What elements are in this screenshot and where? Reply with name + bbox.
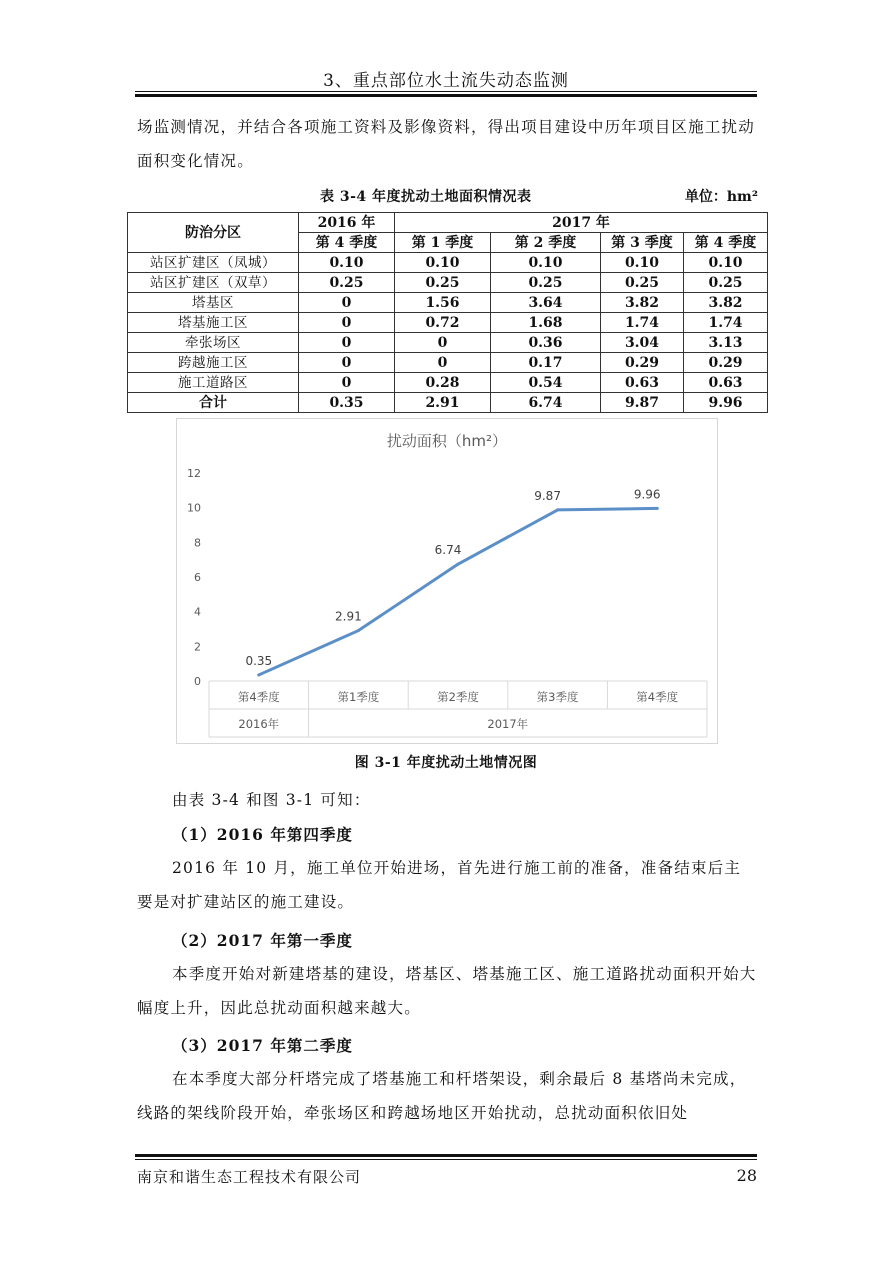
x-tick-label: 第4季度 bbox=[237, 690, 280, 704]
cell-value: 0.35 bbox=[299, 393, 395, 413]
row-zone-name: 站区扩建区（凤城） bbox=[128, 253, 299, 273]
cell-value: 3.82 bbox=[601, 293, 684, 313]
y-tick-label: 12 bbox=[187, 467, 201, 480]
table-caption: 表 3-4 年度扰动土地面积情况表 bbox=[320, 189, 532, 205]
cell-value: 0.29 bbox=[684, 353, 768, 373]
figure-caption: 图 3-1 年度扰动土地情况图 bbox=[354, 755, 538, 771]
table-row bbox=[128, 353, 768, 373]
cell-value: 0.10 bbox=[491, 253, 601, 273]
cell-value: 0.10 bbox=[684, 253, 768, 273]
cell-value: 3.13 bbox=[684, 333, 768, 353]
col-header-quarter: 第 1 季度 bbox=[395, 233, 491, 253]
data-point bbox=[656, 507, 659, 510]
table-unit bbox=[685, 186, 758, 206]
row-zone-name: 站区扩建区（双草） bbox=[128, 273, 299, 293]
y-tick-label: 0 bbox=[194, 675, 201, 688]
data-point bbox=[257, 673, 260, 676]
cell-value: 0.10 bbox=[395, 253, 491, 273]
section-2-title: （2）2017 年第一季度 bbox=[172, 931, 353, 950]
cell-value: 1.74 bbox=[601, 313, 684, 333]
col-header-quarter: 第 4 季度 bbox=[299, 233, 395, 253]
cell-value: 0 bbox=[395, 353, 491, 373]
data-point bbox=[457, 563, 460, 566]
cell-value: 6.74 bbox=[491, 393, 601, 413]
section-1-text: 2016 年 10 月，施工单位开始进场，首先进行施工前的准备，准备结束后主要是对扩建站区的施工建设。 bbox=[137, 859, 742, 911]
series-line bbox=[259, 508, 657, 675]
page-header-title: 3、重点部位水土流失动态监测 bbox=[323, 71, 569, 91]
table-unit-value: hm² bbox=[726, 189, 758, 205]
table-body bbox=[128, 253, 768, 413]
cell-value: 0.25 bbox=[491, 273, 601, 293]
line-chart bbox=[177, 419, 717, 743]
footer-company: 南京和谐生态工程技术有限公司 bbox=[137, 1168, 362, 1186]
cell-value: 0.10 bbox=[299, 253, 395, 273]
cell-value: 0 bbox=[395, 333, 491, 353]
footer-rule-thin bbox=[135, 1159, 757, 1160]
section-3-title: （3）2017 年第二季度 bbox=[172, 1036, 353, 1055]
x-tick-label: 第2季度 bbox=[437, 690, 479, 704]
col-header-zone: 防治分区 bbox=[128, 213, 299, 253]
cell-value: 0 bbox=[299, 293, 395, 313]
table-row bbox=[128, 313, 768, 333]
row-zone-name: 施工道路区 bbox=[128, 373, 299, 393]
data-label: 0.35 bbox=[245, 653, 273, 668]
data-point bbox=[556, 508, 559, 511]
row-zone-name: 牵张场区 bbox=[128, 333, 299, 353]
row-zone-name: 跨越施工区 bbox=[128, 353, 299, 373]
x-tick-label: 第4季度 bbox=[636, 690, 679, 704]
cell-value: 0.25 bbox=[395, 273, 491, 293]
y-tick-label: 8 bbox=[194, 536, 201, 550]
cell-value: 0.63 bbox=[601, 373, 684, 393]
cell-value: 9.87 bbox=[601, 393, 684, 413]
cell-value: 0 bbox=[299, 333, 395, 353]
cell-value: 0.54 bbox=[491, 373, 601, 393]
y-tick-label: 4 bbox=[194, 605, 201, 619]
cell-value: 0 bbox=[299, 313, 395, 333]
data-label: 9.87 bbox=[534, 488, 561, 503]
cell-value: 1.68 bbox=[491, 313, 601, 333]
intro-paragraph: 场监测情况，并结合各项施工资料及影像资料，得出项目建设中历年项目区施工扰动面积变化情况。 bbox=[137, 118, 755, 170]
body-lead: 由表 3-4 和图 3-1 可知： bbox=[172, 791, 371, 809]
x-group-label: 2017年 bbox=[487, 717, 529, 731]
footer-page-number: 28 bbox=[736, 1166, 757, 1185]
section-1-title: （1）2016 年第四季度 bbox=[172, 825, 353, 844]
row-zone-name: 塔基施工区 bbox=[128, 313, 299, 333]
header-rule-thin bbox=[135, 91, 757, 92]
cell-value: 1.56 bbox=[395, 293, 491, 313]
cell-value: 0.25 bbox=[684, 273, 768, 293]
table-row bbox=[128, 293, 768, 313]
col-header-quarter: 第 2 季度 bbox=[491, 233, 601, 253]
table-row bbox=[128, 393, 768, 413]
cell-value: 1.74 bbox=[684, 313, 768, 333]
y-tick-label: 2 bbox=[194, 640, 201, 654]
chart-container bbox=[176, 418, 718, 744]
cell-value: 0.63 bbox=[684, 373, 768, 393]
x-tick-label: 第1季度 bbox=[337, 690, 380, 704]
cell-value: 0.25 bbox=[299, 273, 395, 293]
data-label: 9.96 bbox=[633, 487, 661, 502]
cell-value: 0.28 bbox=[395, 373, 491, 393]
col-header-quarter: 第 3 季度 bbox=[601, 233, 684, 253]
row-zone-name: 塔基区 bbox=[128, 293, 299, 313]
y-tick-label: 6 bbox=[194, 571, 201, 584]
col-header-2017: 2017 年 bbox=[395, 213, 768, 233]
table-row bbox=[128, 273, 768, 293]
cell-value: 0 bbox=[299, 353, 395, 373]
table-row bbox=[128, 333, 768, 353]
cell-value: 0.25 bbox=[601, 273, 684, 293]
table-unit-label: 单位： bbox=[684, 189, 727, 205]
data-label: 2.91 bbox=[335, 609, 362, 624]
cell-value: 3.82 bbox=[684, 293, 768, 313]
col-header-2016: 2016 年 bbox=[299, 213, 395, 233]
row-zone-name: 合计 bbox=[128, 393, 299, 413]
cell-value: 0.29 bbox=[601, 353, 684, 373]
data-label: 6.74 bbox=[434, 543, 462, 558]
footer-rule-thick bbox=[135, 1154, 757, 1157]
table-row bbox=[128, 373, 768, 393]
header-rule-thick bbox=[135, 94, 757, 97]
chart-title: 扰动面积（hm²） bbox=[386, 432, 508, 450]
section-3-text: 在本季度大部分杆塔完成了塔基施工和杆塔架设，剩余最后 8 基塔尚未完成，线路的架线阶段开始，牵张场区和跨越场地区开始扰动，总扰动面积依旧处 bbox=[137, 1070, 747, 1122]
table-row bbox=[128, 253, 768, 273]
cell-value: 3.04 bbox=[601, 333, 684, 353]
disturbance-area-table bbox=[127, 212, 768, 413]
y-tick-label: 10 bbox=[187, 501, 201, 515]
cell-value: 0.36 bbox=[491, 333, 601, 353]
section-2-text: 本季度开始对新建塔基的建设，塔基区、塔基施工区、施工道路扰动面积开始大幅度上升，因此总扰动面积越来越大。 bbox=[137, 965, 757, 1017]
cell-value: 0.17 bbox=[491, 353, 601, 373]
col-header-quarter: 第 4 季度 bbox=[684, 233, 768, 253]
cell-value: 3.64 bbox=[491, 293, 601, 313]
cell-value: 9.96 bbox=[684, 393, 768, 413]
x-group-label: 2016年 bbox=[238, 717, 280, 731]
cell-value: 0 bbox=[299, 373, 395, 393]
cell-value: 0.72 bbox=[395, 313, 491, 333]
cell-value: 0.10 bbox=[601, 253, 684, 273]
data-point bbox=[357, 629, 360, 632]
x-tick-label: 第3季度 bbox=[536, 690, 579, 704]
cell-value: 2.91 bbox=[395, 393, 491, 413]
